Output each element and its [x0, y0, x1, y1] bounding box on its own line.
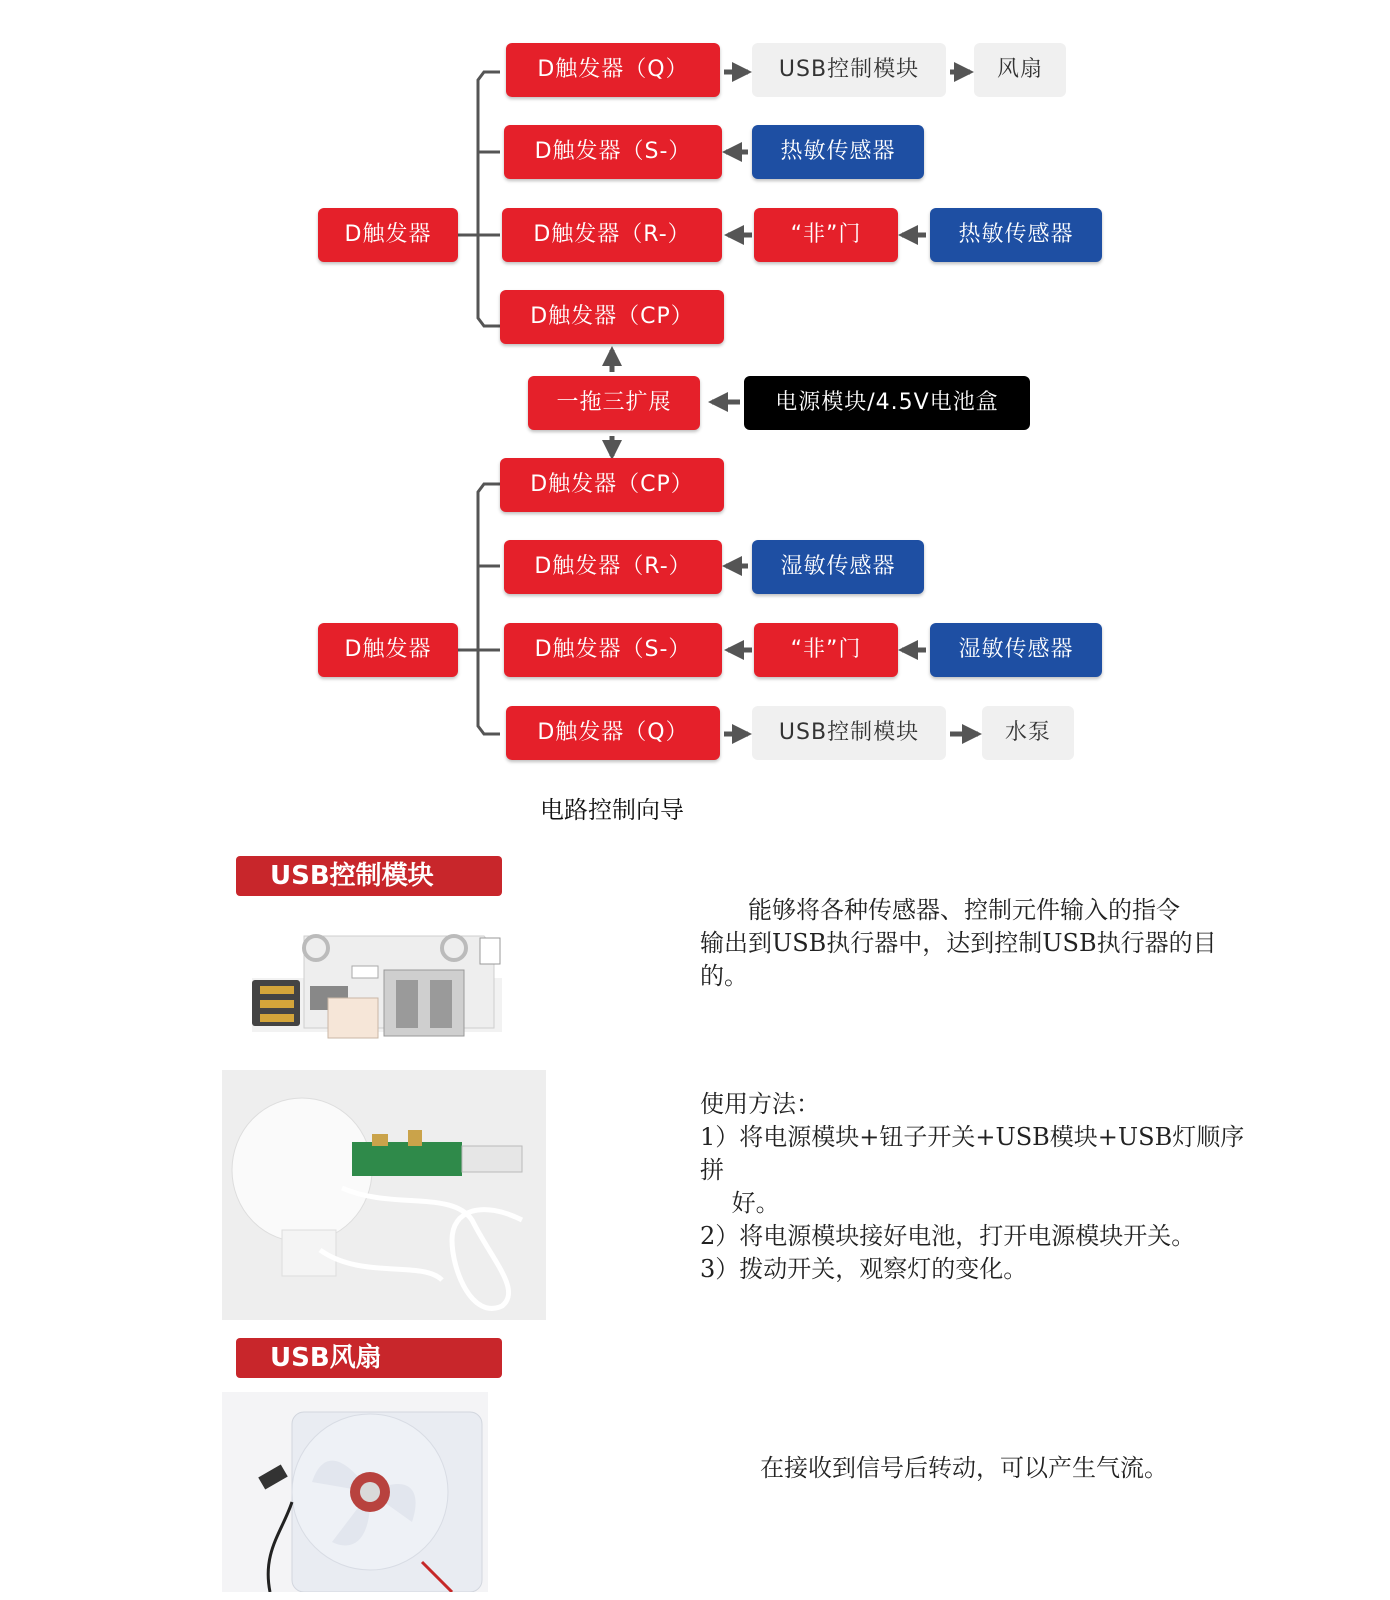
usage-step: 3）拨动开关，观察灯的变化。: [700, 1255, 1028, 1283]
usb-module-description-line: 能够将各种传感器、控制元件输入的指令: [700, 896, 1180, 924]
usage-step: 2）将电源模块接好电池，打开电源模块开关。: [700, 1222, 1196, 1250]
top-q-node: D触发器（Q）: [506, 43, 720, 97]
bottom-humidity-sensor-node-2: 湿敏传感器: [930, 623, 1102, 677]
bottom-root-node: D触发器: [318, 623, 458, 677]
top-root-node: D触发器: [318, 208, 458, 262]
bottom-not-gate-node: “非”门: [754, 623, 898, 677]
bottom-s-node: D触发器（S-）: [504, 623, 722, 677]
top-cp-node: D触发器（CP）: [500, 290, 724, 344]
splitter-node: 一拖三扩展: [528, 376, 700, 430]
usb-module-description: [700, 894, 1260, 993]
top-usb-module-node: USB控制模块: [752, 43, 946, 97]
bottom-pump-node: 水泵: [982, 706, 1074, 760]
bottom-q-node: D触发器（Q）: [506, 706, 720, 760]
usage-step: 好。: [700, 1189, 780, 1217]
top-s-node: D触发器（S-）: [504, 125, 722, 179]
top-fan-node: 风扇: [974, 43, 1066, 97]
diagram-caption: 电路控制向导: [540, 796, 684, 824]
usage-title: 使用方法：: [700, 1090, 820, 1118]
bottom-humidity-sensor-node-1: 湿敏传感器: [752, 540, 924, 594]
usb-module-photo: [244, 920, 514, 1048]
power-module-node: 电源模块/4.5V电池盒: [744, 376, 1030, 430]
usb-module-banner: USB控制模块: [236, 856, 502, 896]
usb-module-description-line: 的。: [700, 962, 748, 990]
top-thermal-sensor-node-2: 热敏传感器: [930, 208, 1102, 262]
usb-lamp-photo: [222, 1070, 546, 1320]
bottom-cp-node: D触发器（CP）: [500, 458, 724, 512]
usb-fan-photo: [222, 1392, 488, 1592]
bottom-r-node: D触发器（R-）: [504, 540, 722, 594]
top-not-gate-node: “非”门: [754, 208, 898, 262]
bottom-usb-module-node: USB控制模块: [752, 706, 946, 760]
usb-module-description-line: 输出到USB执行器中，达到控制USB执行器的目: [700, 929, 1217, 957]
usb-fan-description: 在接收到信号后转动，可以产生气流。: [760, 1454, 1168, 1482]
usage-step: 1）将电源模块+钮子开关+USB模块+USB灯顺序拼: [700, 1123, 1245, 1184]
top-r-node: D触发器（R-）: [502, 208, 722, 262]
usage-instructions: [700, 1088, 1260, 1286]
top-thermal-sensor-node-1: 热敏传感器: [752, 125, 924, 179]
usb-fan-banner: USB风扇: [236, 1338, 502, 1378]
